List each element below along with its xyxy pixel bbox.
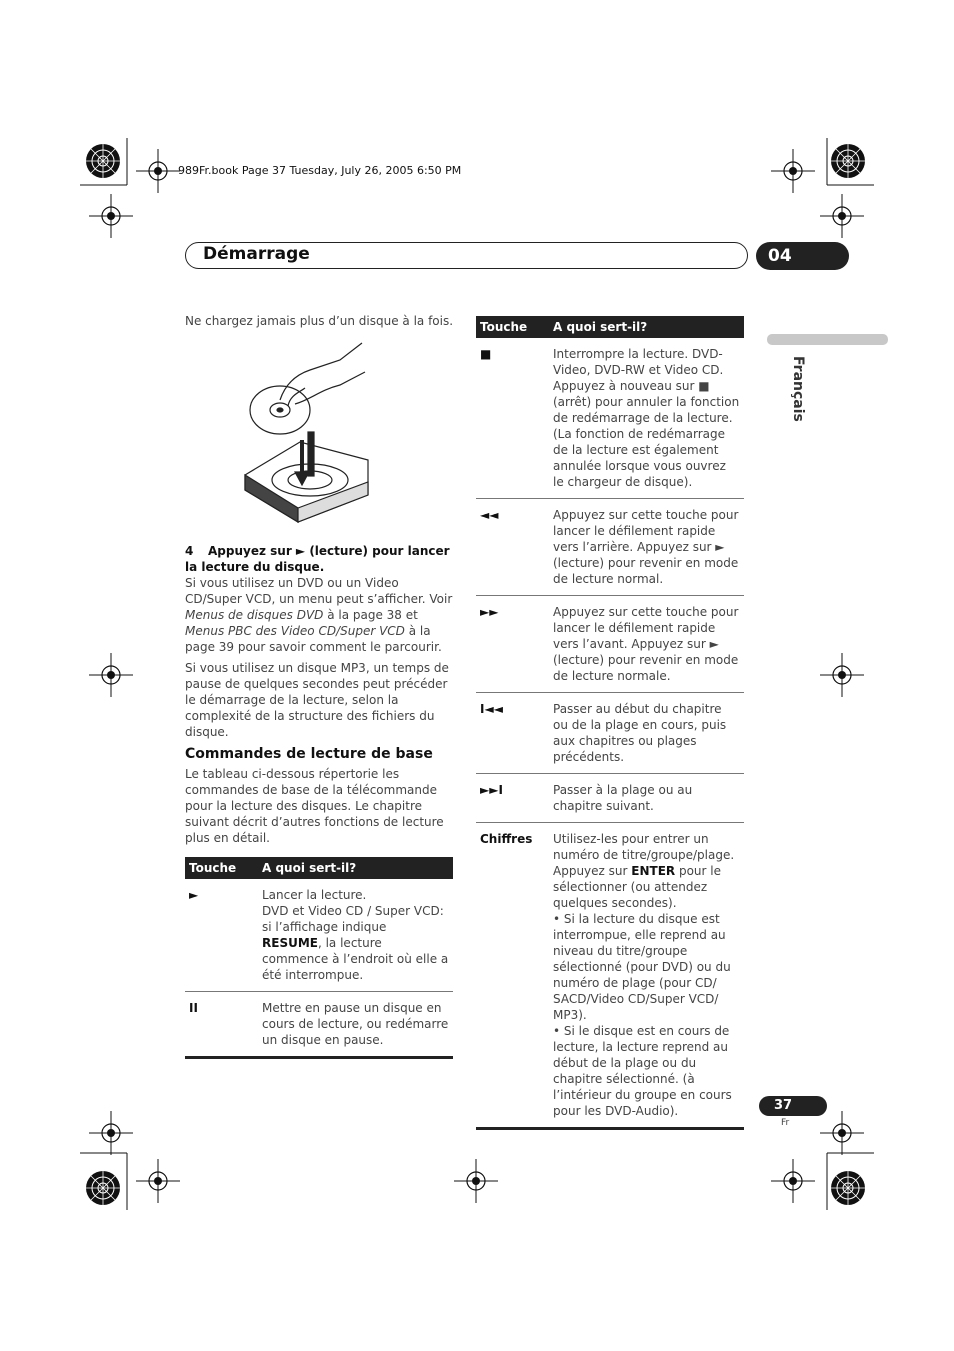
play-key: ► (185, 879, 258, 992)
page-number-badge: 37 (759, 1096, 827, 1116)
playback-controls-table-right (476, 316, 744, 1130)
number-desc-bullet-stopped: • Si la lecture du disque est interrompue, elle reprend au niveau du titre/groupe sélectionné (pour DVD) ou du numéro de plage (pour CD/ SACD/Video CD/Super VCD/ MP3). (553, 912, 731, 1022)
para1-text-e: à la page 39 pour savoir comment le parcourir. (185, 624, 442, 654)
column-header-desc: A quoi sert-il? (258, 857, 453, 879)
para1-text-c: à la page 38 et (323, 608, 418, 622)
step-4 (185, 543, 455, 575)
number-desc-end: pour le sélectionner (ou attendez quelques secondes). (553, 864, 721, 910)
previous-key: I◄◄ (476, 693, 549, 774)
rewind-description: Appuyez sur cette touche pour lancer le défilement rapide vers l’arrière. Appuyez sur ► (lecture) pour revenir en mode de lecture normal. (549, 499, 744, 596)
table-row (476, 499, 744, 596)
table-row (476, 693, 744, 774)
stop-description: Interrompre la lecture. DVD-Video, DVD-RW et Video CD. Appuyez à nouveau sur ■ (arrêt) pour annuler la fonction de redémarrage de la lecture. (La fonction de redémarrage de la lecture est également annulée lorsque vous ouvrez le chargeur de disque). (549, 338, 744, 499)
number-keys-description (549, 823, 744, 1129)
play-description (258, 879, 453, 992)
language-label: Français (790, 356, 806, 422)
play-desc-line: Lancer la lecture. (262, 888, 367, 902)
column-header-desc: A quoi sert-il? (549, 316, 744, 338)
step-text: Appuyez sur ► (lecture) pour lancer la lecture du disque. (185, 544, 450, 574)
intro-note: Ne chargez jamais plus d’un disque à la fois. (185, 314, 454, 328)
column-header-key: Touche (476, 316, 549, 338)
page-language-code: Fr (781, 1118, 790, 1128)
pause-description: Mettre en pause un disque en cours de lecture, ou redémarre un disque en pause. (258, 992, 453, 1058)
next-description: Passer à la plage ou au chapitre suivant. (549, 774, 744, 823)
pbc-menu-ref: Menus PBC des Video CD/Super VCD (185, 624, 405, 638)
table-row (476, 596, 744, 693)
resume-label: RESUME (262, 936, 318, 950)
column-header-key: Touche (185, 857, 258, 879)
table-row (185, 879, 453, 992)
table-row (185, 992, 453, 1058)
fast-forward-key: ►► (476, 596, 549, 693)
pause-key: II (185, 992, 258, 1058)
dvd-menu-ref: Menus de disques DVD (185, 608, 324, 622)
fast-forward-description: Appuyez sur cette touche pour lancer le défilement rapide vers l’avant. Appuyez sur ► (lecture) pour revenir en mode de lecture normale. (549, 596, 744, 693)
language-tab (767, 334, 888, 345)
table-row (476, 823, 744, 1129)
print-slug: 989Fr.book Page 37 Tuesday, July 26, 2005 6:50 PM (178, 164, 462, 177)
chapter-number-badge: 04 (756, 242, 849, 270)
chapter-title: Démarrage (203, 244, 310, 264)
rewind-key: ◄◄ (476, 499, 549, 596)
table-row (476, 338, 744, 499)
next-key: ►►I (476, 774, 549, 823)
step-number: 4 (185, 544, 194, 558)
mp3-paragraph: Si vous utilisez un disque MP3, un temps de pause de quelques secondes peut précéder le démarrage de la lecture, selon la complexité de la structure des fichiers du disque. (185, 661, 449, 739)
table-row (476, 774, 744, 823)
stop-key: ■ (476, 338, 549, 499)
previous-description: Passer au début du chapitre ou de la plage en cours, puis aux chapitres ou plages précédents. (549, 693, 744, 774)
play-desc-end: , la lecture commence à l’endroit où elle a été interrompue. (262, 936, 449, 982)
number-desc-bullet-playing: • Si le disque est en cours de lecture, la lecture reprend au début de la plage ou du chapitre sélectionné. (à l’intérieur du groupe en cours pour les DVD-Audio). (553, 1024, 732, 1118)
playback-controls-table-left (185, 857, 453, 1059)
play-desc-text: DVD et Video CD / Super VCD: si l’affichage indique (262, 904, 444, 934)
section-intro: Le tableau ci-dessous répertorie les commandes de base de la télécommande pour la lecture des disques. Le chapitre suivant décrit d’autres fonctions de lecture plus en détail. (185, 767, 444, 845)
dvd-menu-paragraph (185, 575, 455, 655)
disc-loading-illustration (240, 340, 370, 532)
section-heading: Commandes de lecture de base (185, 746, 433, 762)
number-desc-text: Utilisez-les pour entrer un numéro de titre/groupe/plage. Appuyez sur (553, 832, 735, 878)
enter-label: ENTER (631, 864, 676, 878)
para1-text-a: Si vous utilisez un DVD ou un Video CD/Super VCD, un menu peut s’afficher. Voir (185, 576, 453, 606)
number-keys: Chiffres (476, 823, 549, 1129)
